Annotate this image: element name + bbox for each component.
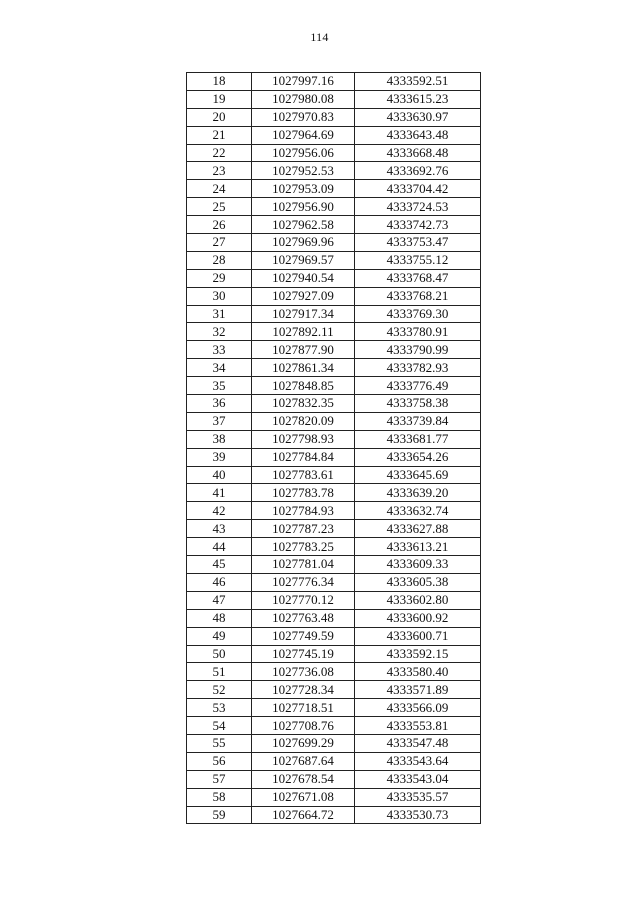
table-row [187,448,481,466]
y-coordinate-cell: 4333571.89 [355,681,481,699]
y-coordinate-cell: 4333704.42 [355,180,481,198]
x-coordinate-cell: 1027917.34 [252,305,355,323]
x-coordinate-cell: 1027671.08 [252,788,355,806]
y-coordinate-cell: 4333627.88 [355,520,481,538]
x-coordinate-cell: 1027745.19 [252,645,355,663]
x-coordinate-cell: 1027969.96 [252,234,355,252]
y-coordinate-cell: 4333566.09 [355,699,481,717]
point-number-cell: 50 [187,645,252,663]
table-row [187,359,481,377]
y-coordinate-cell: 4333600.71 [355,627,481,645]
point-number-cell: 52 [187,681,252,699]
x-coordinate-cell: 1027718.51 [252,699,355,717]
table-row [187,681,481,699]
table-row [187,162,481,180]
x-coordinate-cell: 1027969.57 [252,251,355,269]
y-coordinate-cell: 4333639.20 [355,484,481,502]
table-row [187,198,481,216]
y-coordinate-cell: 4333632.74 [355,502,481,520]
table-row [187,377,481,395]
x-coordinate-cell: 1027877.90 [252,341,355,359]
x-coordinate-cell: 1027749.59 [252,627,355,645]
point-number-cell: 49 [187,627,252,645]
y-coordinate-cell: 4333739.84 [355,412,481,430]
point-number-cell: 59 [187,806,252,824]
table-row [187,323,481,341]
table-row [187,663,481,681]
y-coordinate-cell: 4333782.93 [355,359,481,377]
table-row [187,90,481,108]
x-coordinate-cell: 1027699.29 [252,734,355,752]
table-row [187,556,481,574]
x-coordinate-cell: 1027787.23 [252,520,355,538]
table-row [187,591,481,609]
table-row [187,609,481,627]
point-number-cell: 55 [187,734,252,752]
point-number-cell: 39 [187,448,252,466]
y-coordinate-cell: 4333645.69 [355,466,481,484]
point-number-cell: 42 [187,502,252,520]
table-row [187,216,481,234]
x-coordinate-cell: 1027953.09 [252,180,355,198]
table-row [187,699,481,717]
point-number-cell: 32 [187,323,252,341]
x-coordinate-cell: 1027952.53 [252,162,355,180]
y-coordinate-cell: 4333654.26 [355,448,481,466]
y-coordinate-cell: 4333543.04 [355,770,481,788]
y-coordinate-cell: 4333592.15 [355,645,481,663]
x-coordinate-cell: 1027892.11 [252,323,355,341]
point-number-cell: 20 [187,108,252,126]
x-coordinate-cell: 1027970.83 [252,108,355,126]
point-number-cell: 48 [187,609,252,627]
y-coordinate-cell: 4333755.12 [355,251,481,269]
point-number-cell: 40 [187,466,252,484]
x-coordinate-cell: 1027687.64 [252,752,355,770]
table-row [187,108,481,126]
point-number-cell: 21 [187,126,252,144]
point-number-cell: 51 [187,663,252,681]
point-number-cell: 22 [187,144,252,162]
point-number-cell: 28 [187,251,252,269]
table-row [187,627,481,645]
table-row [187,234,481,252]
table-row [187,430,481,448]
y-coordinate-cell: 4333592.51 [355,73,481,91]
point-number-cell: 19 [187,90,252,108]
point-number-cell: 37 [187,412,252,430]
table-row [187,466,481,484]
x-coordinate-cell: 1027861.34 [252,359,355,377]
table-row [187,251,481,269]
x-coordinate-cell: 1027940.54 [252,269,355,287]
x-coordinate-cell: 1027927.09 [252,287,355,305]
y-coordinate-cell: 4333742.73 [355,216,481,234]
y-coordinate-cell: 4333780.91 [355,323,481,341]
x-coordinate-cell: 1027956.06 [252,144,355,162]
x-coordinate-cell: 1027997.16 [252,73,355,91]
table-row [187,341,481,359]
page-number: 114 [310,30,329,44]
table-row [187,645,481,663]
y-coordinate-cell: 4333768.21 [355,287,481,305]
point-number-cell: 27 [187,234,252,252]
coordinates-table-body [187,73,481,824]
x-coordinate-cell: 1027776.34 [252,573,355,591]
y-coordinate-cell: 4333630.97 [355,108,481,126]
y-coordinate-cell: 4333681.77 [355,430,481,448]
x-coordinate-cell: 1027736.08 [252,663,355,681]
point-number-cell: 46 [187,573,252,591]
y-coordinate-cell: 4333543.64 [355,752,481,770]
point-number-cell: 26 [187,216,252,234]
point-number-cell: 47 [187,591,252,609]
x-coordinate-cell: 1027783.61 [252,466,355,484]
x-coordinate-cell: 1027770.12 [252,591,355,609]
y-coordinate-cell: 4333790.99 [355,341,481,359]
point-number-cell: 38 [187,430,252,448]
table-row [187,806,481,824]
y-coordinate-cell: 4333776.49 [355,377,481,395]
x-coordinate-cell: 1027784.84 [252,448,355,466]
x-coordinate-cell: 1027781.04 [252,556,355,574]
x-coordinate-cell: 1027980.08 [252,90,355,108]
y-coordinate-cell: 4333724.53 [355,198,481,216]
y-coordinate-cell: 4333768.47 [355,269,481,287]
point-number-cell: 57 [187,770,252,788]
y-coordinate-cell: 4333535.57 [355,788,481,806]
point-number-cell: 23 [187,162,252,180]
table-row [187,788,481,806]
table-row [187,269,481,287]
x-coordinate-cell: 1027728.34 [252,681,355,699]
table-row [187,502,481,520]
table-row [187,144,481,162]
y-coordinate-cell: 4333553.81 [355,717,481,735]
table-row [187,395,481,413]
y-coordinate-cell: 4333615.23 [355,90,481,108]
y-coordinate-cell: 4333530.73 [355,806,481,824]
point-number-cell: 24 [187,180,252,198]
table-row [187,573,481,591]
point-number-cell: 29 [187,269,252,287]
y-coordinate-cell: 4333753.47 [355,234,481,252]
x-coordinate-cell: 1027820.09 [252,412,355,430]
x-coordinate-cell: 1027783.25 [252,538,355,556]
x-coordinate-cell: 1027678.54 [252,770,355,788]
table-row [187,734,481,752]
table-row [187,752,481,770]
point-number-cell: 30 [187,287,252,305]
table-row [187,180,481,198]
x-coordinate-cell: 1027783.78 [252,484,355,502]
x-coordinate-cell: 1027832.35 [252,395,355,413]
coordinates-table [186,72,481,824]
point-number-cell: 36 [187,395,252,413]
table-row [187,717,481,735]
y-coordinate-cell: 4333602.80 [355,591,481,609]
point-number-cell: 25 [187,198,252,216]
x-coordinate-cell: 1027962.58 [252,216,355,234]
x-coordinate-cell: 1027848.85 [252,377,355,395]
y-coordinate-cell: 4333600.92 [355,609,481,627]
y-coordinate-cell: 4333605.38 [355,573,481,591]
table-row [187,73,481,91]
y-coordinate-cell: 4333609.33 [355,556,481,574]
point-number-cell: 54 [187,717,252,735]
point-number-cell: 35 [187,377,252,395]
table-row [187,126,481,144]
table-row [187,412,481,430]
point-number-cell: 53 [187,699,252,717]
y-coordinate-cell: 4333580.40 [355,663,481,681]
point-number-cell: 34 [187,359,252,377]
point-number-cell: 44 [187,538,252,556]
y-coordinate-cell: 4333692.76 [355,162,481,180]
point-number-cell: 18 [187,73,252,91]
y-coordinate-cell: 4333613.21 [355,538,481,556]
table-row [187,305,481,323]
point-number-cell: 31 [187,305,252,323]
y-coordinate-cell: 4333547.48 [355,734,481,752]
x-coordinate-cell: 1027664.72 [252,806,355,824]
y-coordinate-cell: 4333758.38 [355,395,481,413]
point-number-cell: 58 [187,788,252,806]
x-coordinate-cell: 1027784.93 [252,502,355,520]
x-coordinate-cell: 1027708.76 [252,717,355,735]
table-row [187,538,481,556]
x-coordinate-cell: 1027956.90 [252,198,355,216]
y-coordinate-cell: 4333668.48 [355,144,481,162]
point-number-cell: 43 [187,520,252,538]
table-row [187,287,481,305]
x-coordinate-cell: 1027763.48 [252,609,355,627]
point-number-cell: 41 [187,484,252,502]
point-number-cell: 56 [187,752,252,770]
y-coordinate-cell: 4333769.30 [355,305,481,323]
table-row [187,520,481,538]
point-number-cell: 33 [187,341,252,359]
x-coordinate-cell: 1027798.93 [252,430,355,448]
table-row [187,770,481,788]
table-row [187,484,481,502]
y-coordinate-cell: 4333643.48 [355,126,481,144]
x-coordinate-cell: 1027964.69 [252,126,355,144]
point-number-cell: 45 [187,556,252,574]
